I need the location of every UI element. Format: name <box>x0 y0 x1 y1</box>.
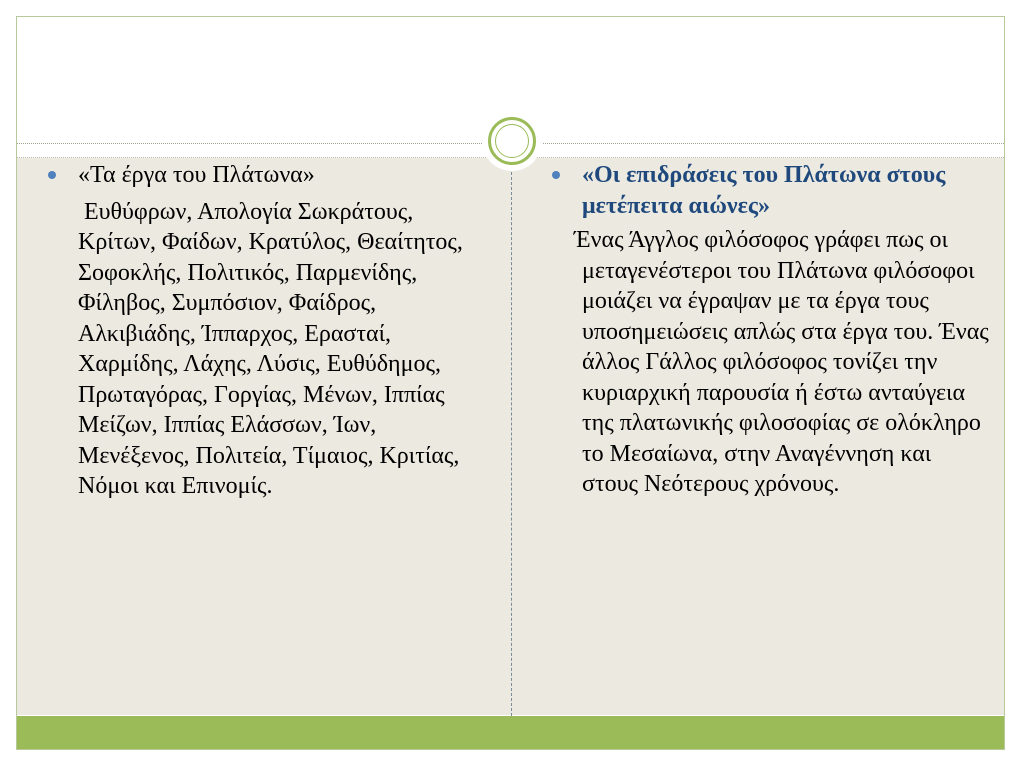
right-body-text: Ένας Άγγλος φιλόσοφος γράφει πως οι μεταγενέστεροι του Πλάτωνα φιλόσοφοι μοιάζει να έγραψαν με τα έργα τους υποσημειώσεις απλώς στα έργα του. Ένας άλλος Γάλλος φιλόσοφος τονίζει την κυριαρχική παρουσία ή έστω ανταύγεια της πλατωνικής φιλοσοφίας σε ολόκληρο το Μεσαίωνα, στην Αναγέννηση και στους Νεότερους χρόνους. <box>574 227 989 497</box>
ornament-inner-ring <box>495 124 529 158</box>
left-bullet-item <box>44 160 484 191</box>
right-bullet-item <box>548 160 988 221</box>
left-column <box>44 160 484 502</box>
right-column <box>548 160 988 500</box>
right-heading: «Οι επιδράσεις του Πλάτωνα στους μετέπειτα αιώνες» <box>582 162 946 219</box>
footer-bar <box>17 716 1004 749</box>
column-divider <box>511 172 512 716</box>
left-body-text: Ευθύφρων, Απολογία Σωκράτους, Κρίτων, Φαίδων, Κρατύλος, Θεαίτητος, Σοφοκλής, Πολιτικός, Παρμενίδης, Φίληβος, Συμπόσιον, Φαίδρος, Αλκιβιάδης, Ίππαρχος, Ερασταί, Χαρμίδης, Λάχης, Λύσις, Ευθύδημος, Πρωταγόρας, Γοργίας, Μένων, Ιππίας Μείζων, Ιππίας Ελάσσων, Ίων, Μενέξενος, Πολιτεία, Τίμαιος, Κριτίας, Νόμοι και Επινομίς. <box>78 198 463 499</box>
left-heading: «Τα έργα του Πλάτωνα» <box>78 162 315 188</box>
bullet-dot-icon <box>48 171 56 179</box>
ornament-outer-ring <box>488 117 536 165</box>
bullet-dot-icon <box>552 171 560 179</box>
double-circle-icon <box>482 111 542 171</box>
